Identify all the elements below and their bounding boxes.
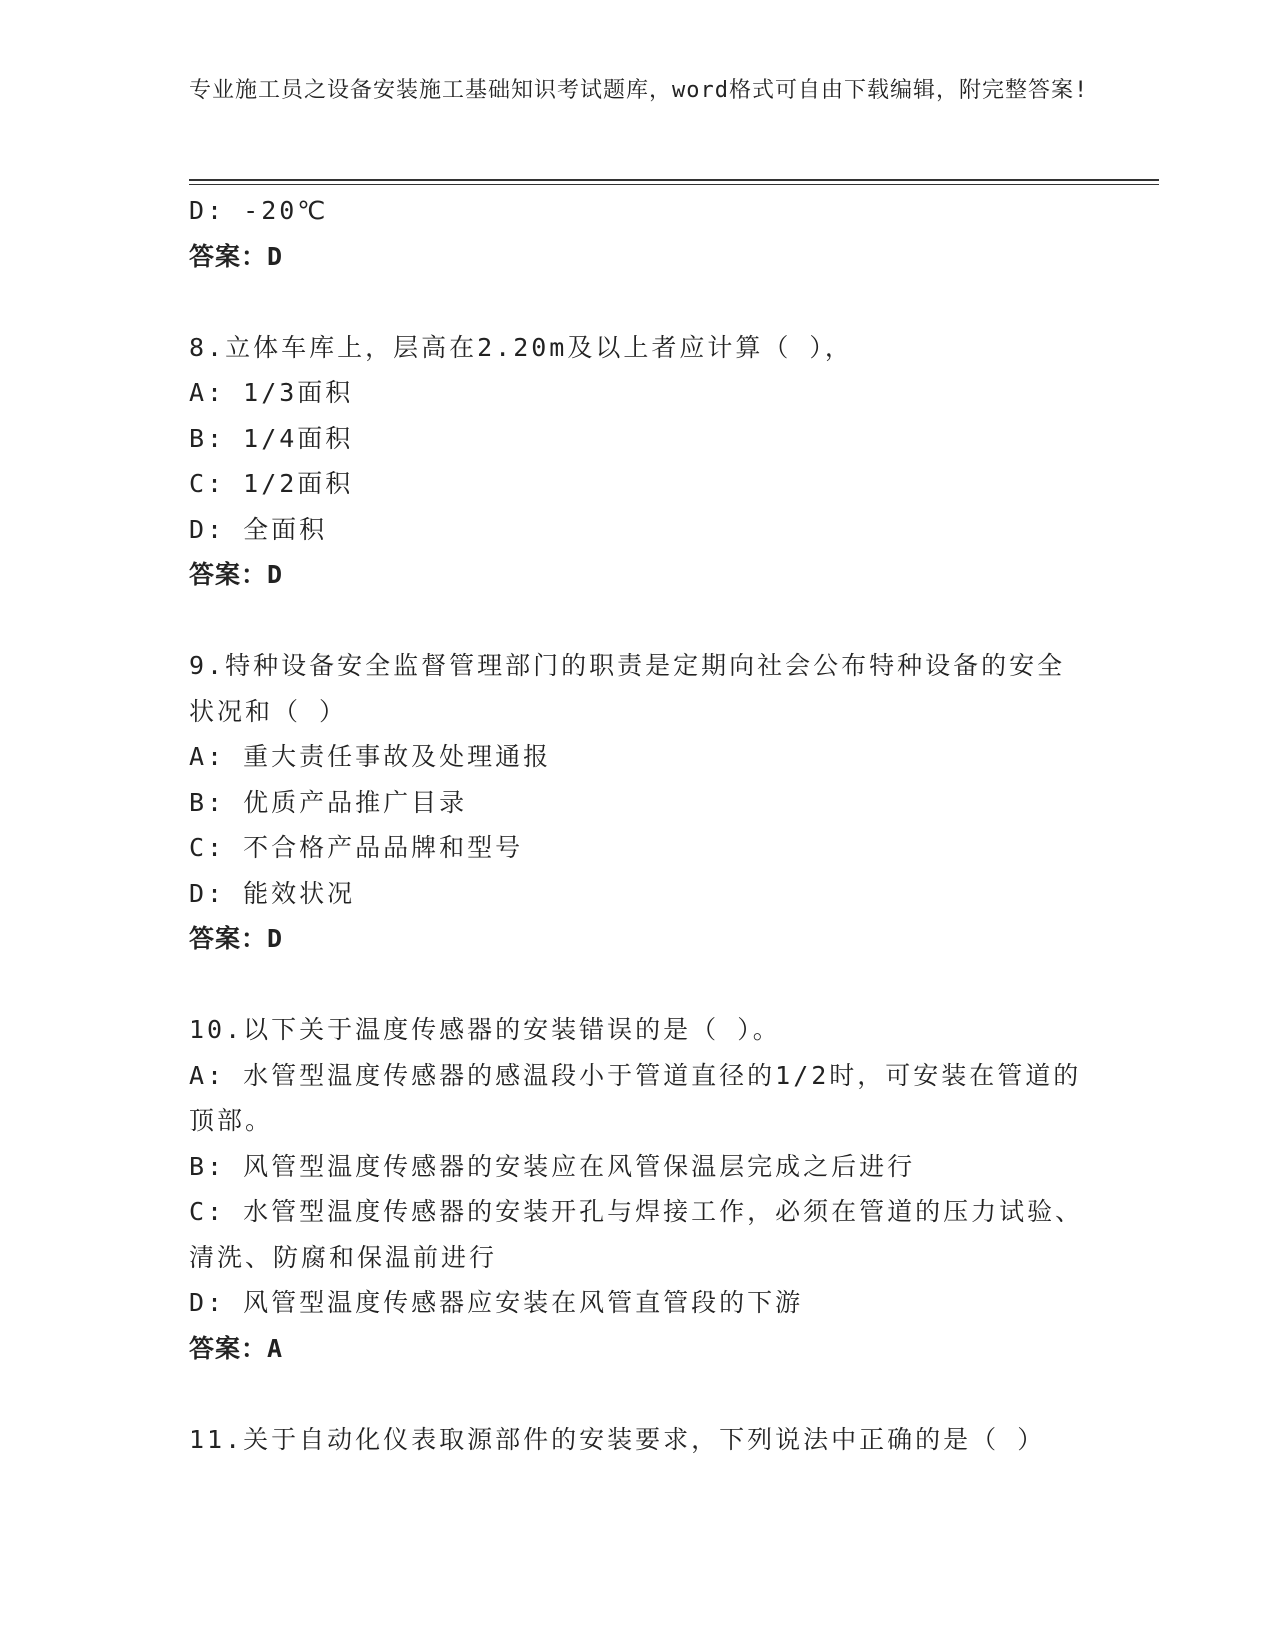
question-content <box>189 188 1089 1462</box>
q8-option-d: D: 全面积 <box>189 514 328 544</box>
q10-option-d: D: 风管型温度传感器应安装在风管直管段的下游 <box>189 1288 804 1317</box>
prev-answer: 答案：D <box>189 241 284 271</box>
q8-option-a: A: 1/3面积 <box>189 378 354 407</box>
header-divider-thick <box>189 179 1159 181</box>
q10-option-a: A: 水管型温度传感器的感温段小于管道直径的1/2时，可安装在管道的顶部。 <box>189 1060 1082 1135</box>
q9-question: 9.特种设备安全监督管理部门的职责是定期向社会公布特种设备的安全状况和（ ） <box>189 651 1066 726</box>
q10-option-c: C: 水管型温度传感器的安装开孔与焊接工作，必须在管道的压力试验、清洗、防腐和保温前进行 <box>189 1197 1084 1272</box>
q10-question: 10.以下关于温度传感器的安装错误的是（ ）。 <box>189 1015 781 1044</box>
q9-option-d: D: 能效状况 <box>189 878 356 908</box>
q8-answer: 答案：D <box>189 560 284 589</box>
q9-option-b: B: 优质产品推广目录 <box>189 787 468 817</box>
q10-option-b: B: 风管型温度传感器的安装应在风管保温层完成之后进行 <box>189 1151 916 1181</box>
q8-option-c: C: 1/2面积 <box>189 469 354 498</box>
q9-option-a: A: 重大责任事故及处理通报 <box>189 742 552 771</box>
document-header: 专业施工员之设备安装施工基础知识考试题库，word格式可自由下载编辑，附完整答案! <box>189 78 1089 103</box>
q11-question: 11.关于自动化仪表取源部件的安装要求，下列说法中正确的是（ ） <box>189 1424 1046 1454</box>
q9-answer: 答案：D <box>189 924 284 953</box>
q8-question: 8.立体车库上，层高在2.20m及以上者应计算（ ）， <box>189 332 853 362</box>
q8-option-b: B: 1/4面积 <box>189 423 354 453</box>
header-divider-thin <box>189 184 1159 185</box>
q9-option-c: C: 不合格产品品牌和型号 <box>189 833 524 862</box>
prev-option-d: D: -20℃ <box>189 196 329 225</box>
q10-answer: 答案：A <box>189 1333 284 1363</box>
